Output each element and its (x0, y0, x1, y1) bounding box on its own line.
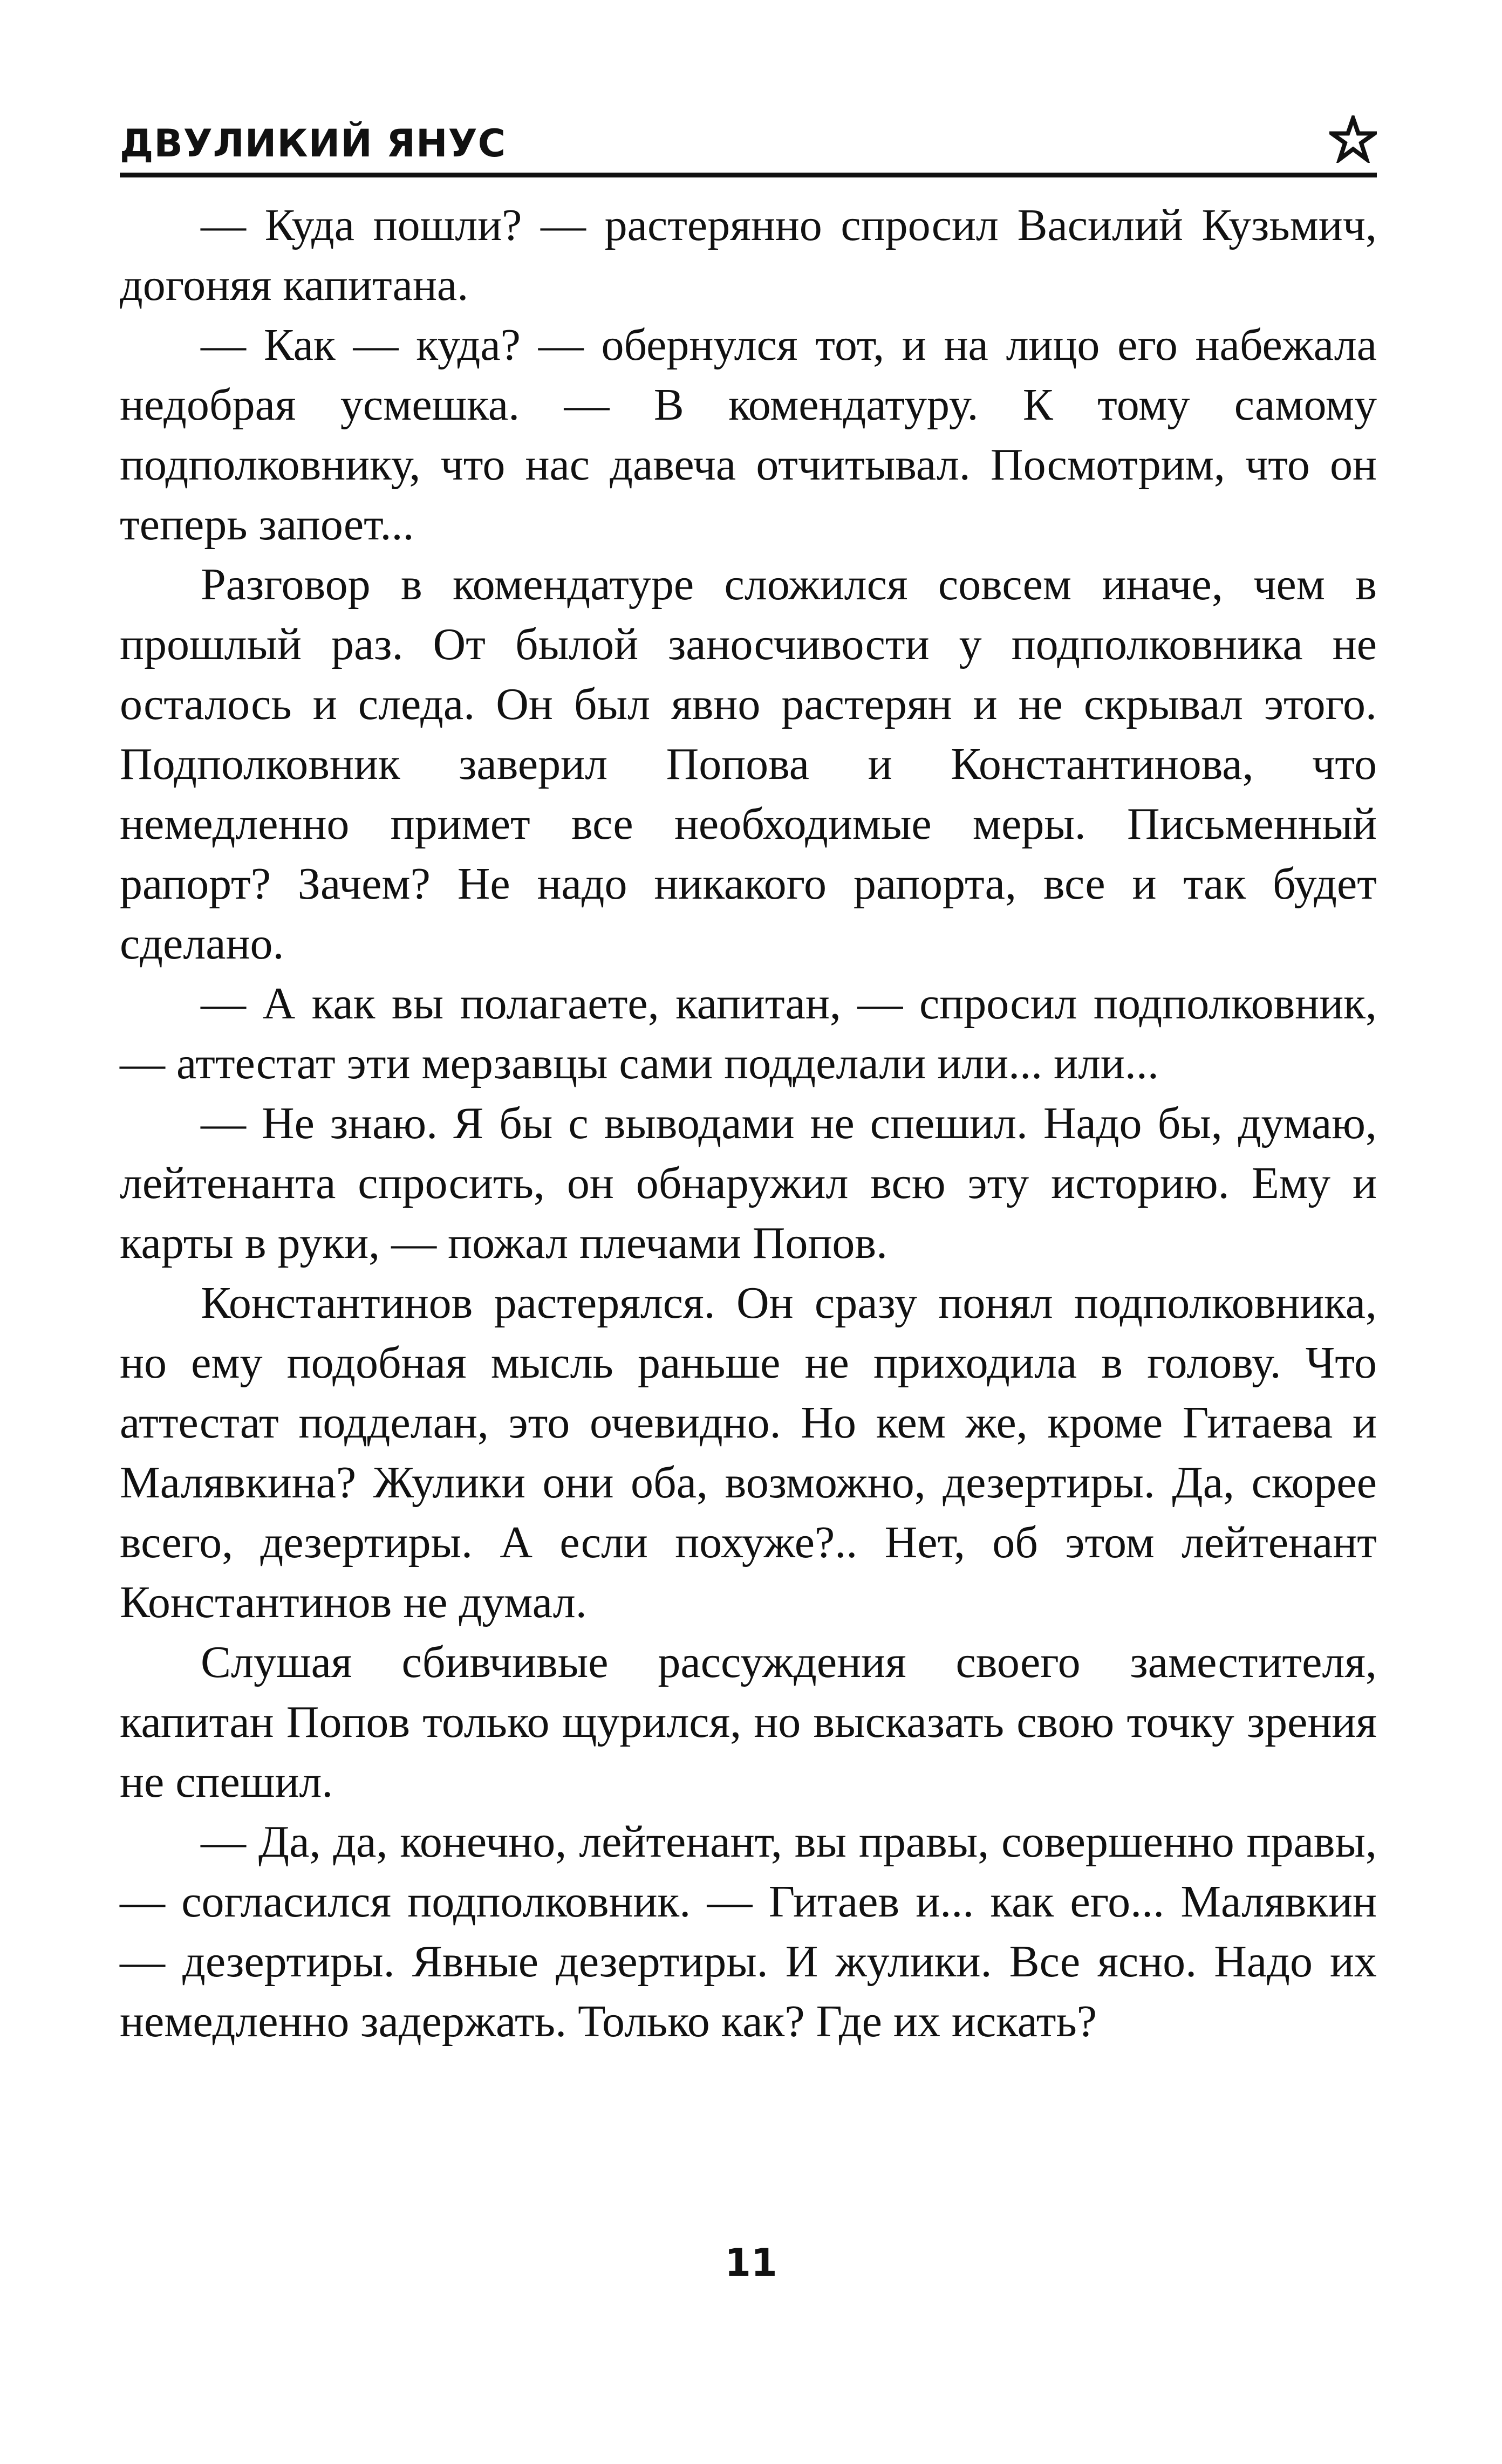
paragraph: Разговор в комендатуре сложился совсем иначе, чем в прошлый раз. От былой заносчивости у подполковника не осталось и следа. Он был явно растерян и не скрывал этого. Подполковник заверил Попова и Константинова, что немедленно примет все необходимые меры. Письменный рапорт? Зачем? Не надо никакого рапорта, все и так будет сделано. (120, 559, 1377, 969)
body-text (120, 195, 1377, 2051)
paragraph: Константинов растерялся. Он сразу понял подполковника, но ему подобная мысль раньше не приходила в голову. Что аттестат подделан, это очевидно. Но кем же, кроме Гитаева и Малявкина? Жулики они оба, возможно, дезертиры. Да, скорее всего, дезертиры. А если похуже?.. Нет, об этом лейтенант Константинов не думал. (120, 1278, 1377, 1627)
star-icon (1329, 115, 1377, 163)
paragraph: — А как вы полагаете, капитан, — спросил подполковник, — аттестат эти мерзавцы сами подделали или... или... (120, 978, 1377, 1089)
running-header (120, 118, 1377, 169)
paragraph: Слушая сбивчивые рассуждения своего заместителя, капитан Попов только щурился, но высказать свою точку зрения не спешил. (120, 1637, 1377, 1807)
paragraph: — Куда пошли? — растерянно спросил Василий Кузьмич, догоняя капитана. (120, 200, 1377, 310)
paragraph: — Да, да, конечно, лейтенант, вы правы, совершенно правы, — согласился подполковник. — Гитаев и... как его... Малявкин — дезертиры. Явные дезертиры. И жулики. Все ясно. Надо их немедленно задержать. Только как? Где их искать? (120, 1817, 1377, 2047)
paragraph: — Как — куда? — обернулся тот, и на лицо его набежала недобрая усмешка. — В комендатуру. К тому самому подполковнику, что нас давеча отчитывал. Посмотрим, что он теперь запоет... (120, 320, 1377, 550)
paragraph: — Не знаю. Я бы с выводами не спешил. Надо бы, думаю, лейтенанта спросить, он обнаружил всю эту историю. Ему и карты в руки, — пожал плечами Попов. (120, 1098, 1377, 1268)
running-title: ДВУЛИКИЙ ЯНУС (120, 121, 506, 166)
page-number: 11 (725, 2241, 777, 2285)
header-rule (120, 173, 1377, 177)
